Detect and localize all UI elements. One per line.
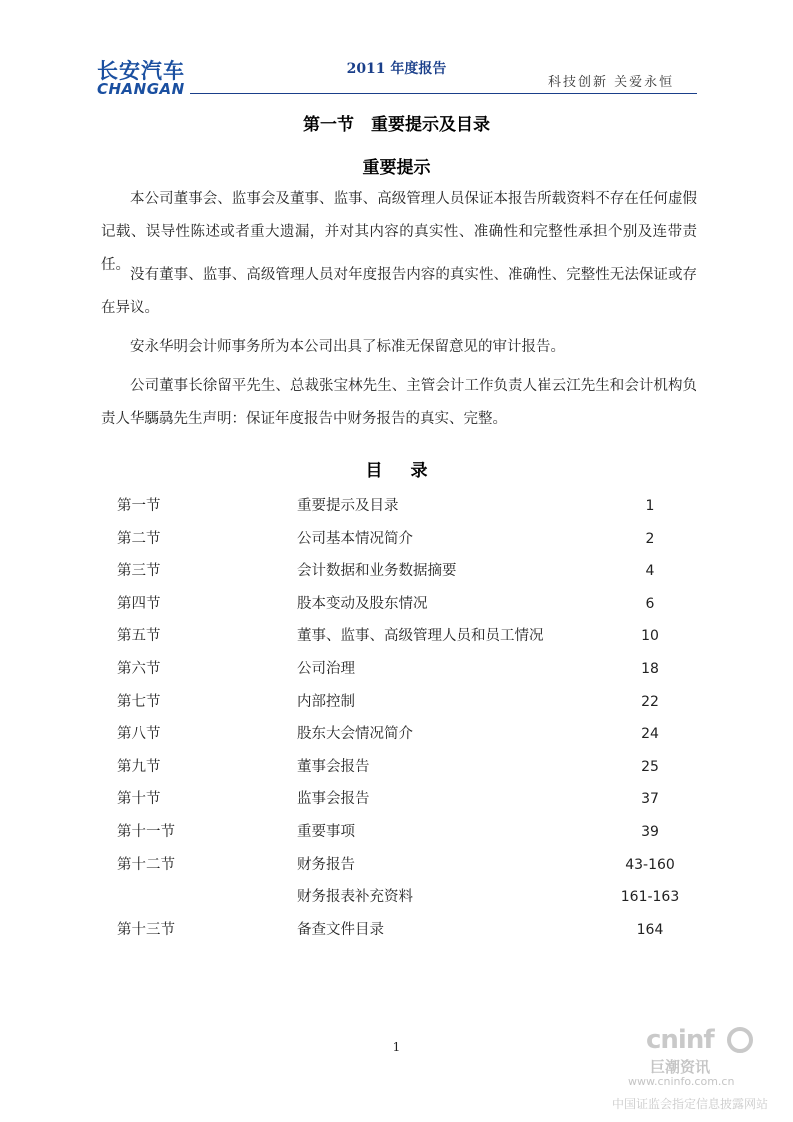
paragraph-text: 公司董事长徐留平先生、总裁张宝林先生、主管会计工作负责人崔云江先生和会计机构负责人华騳骉先生声明：保证年度报告中财务报告的真实、完整。 — [101, 378, 697, 427]
toc-name: 重要事项 — [297, 824, 355, 840]
toc-row[interactable] — [0, 490, 793, 522]
toc-page: 37 — [641, 791, 659, 808]
toc-page: 161-163 — [620, 889, 680, 906]
paragraph-text: 没有董事、监事、高级管理人员对年度报告内容的真实性、准确性、完整性无法保证或存在异议。 — [101, 267, 697, 316]
toc-section: 第二节 — [117, 530, 161, 547]
toc-section: 第十节 — [117, 791, 161, 808]
toc-name: 财务报表补充资料 — [297, 889, 413, 906]
company-logo-cn: 长安汽车 — [97, 59, 185, 83]
company-slogan: 科技创新 关爱永恒 — [548, 75, 675, 90]
toc-page: 2 — [645, 530, 655, 547]
toc-section: 第十一节 — [117, 824, 175, 840]
paragraph-text: 本公司董事会、监事会及董事、监事、高级管理人员保证本报告所载资料不存在任何虚假记载、误导性陈述或者重大遗漏，并对其内容的真实性、准确性和完整性承担个别及连带责任。 — [101, 191, 697, 273]
cninfo-swirl-icon — [727, 1027, 753, 1053]
cninfo-watermark-url: www.cninfo.com.cn — [628, 1075, 735, 1088]
toc-section: 第四节 — [117, 595, 161, 612]
toc-page: 1 — [645, 498, 655, 514]
page-number: 1 — [392, 1040, 401, 1054]
toc-row[interactable] — [0, 686, 793, 718]
toc-name: 备查文件目录 — [297, 921, 384, 938]
cninfo-watermark-name: 巨潮资讯 — [650, 1058, 711, 1076]
toc-name: 董事会报告 — [297, 758, 370, 775]
toc-name: 内部控制 — [297, 693, 355, 710]
notice-paragraph — [101, 259, 697, 325]
toc-section: 第十三节 — [117, 921, 175, 938]
toc-page: 18 — [641, 661, 659, 677]
paragraph-text: 安永华明会计师事务所为本公司出具了标准无保留意见的审计报告。 — [130, 339, 565, 355]
toc-name: 重要提示及目录 — [297, 498, 399, 514]
toc-row[interactable] — [0, 751, 793, 783]
toc-name: 公司治理 — [297, 661, 355, 677]
toc-name: 会计数据和业务数据摘要 — [297, 563, 457, 580]
toc-section: 第七节 — [117, 693, 161, 710]
notice-paragraph — [101, 370, 697, 436]
toc-section: 第十二节 — [117, 856, 175, 873]
toc-title: 目录 — [365, 461, 456, 481]
toc-section: 第五节 — [117, 628, 161, 645]
notice-title: 重要提示 — [362, 158, 431, 178]
toc-section: 第九节 — [117, 758, 161, 775]
toc-section: 第六节 — [117, 661, 161, 677]
toc-row[interactable] — [0, 523, 793, 555]
company-logo-en: CHANGAN — [97, 80, 185, 98]
toc-row[interactable] — [0, 718, 793, 750]
toc-page: 24 — [641, 726, 659, 743]
toc-row[interactable] — [0, 588, 793, 620]
header-divider — [190, 93, 697, 94]
toc-name: 股东大会情况简介 — [297, 726, 413, 743]
toc-row[interactable] — [0, 881, 793, 913]
toc-name: 股本变动及股东情况 — [297, 595, 428, 612]
section-title: 第一节 重要提示及目录 — [303, 115, 490, 135]
toc-row[interactable] — [0, 555, 793, 587]
toc-name: 公司基本情况简介 — [297, 530, 413, 547]
toc-row[interactable] — [0, 914, 793, 946]
cninfo-watermark-logo: cninf — [646, 1025, 714, 1055]
toc-page: 6 — [645, 595, 655, 612]
toc-section: 第八节 — [117, 726, 161, 743]
toc-section: 第一节 — [117, 498, 161, 514]
toc-page: 164 — [636, 921, 664, 938]
toc-row[interactable] — [0, 849, 793, 881]
toc-name: 董事、监事、高级管理人员和员工情况 — [297, 628, 544, 645]
notice-paragraph — [101, 331, 697, 364]
toc-row[interactable] — [0, 620, 793, 652]
toc-page: 10 — [641, 628, 659, 645]
toc-row[interactable] — [0, 783, 793, 815]
toc-page: 39 — [641, 824, 659, 840]
toc-name: 监事会报告 — [297, 791, 370, 808]
toc-page: 4 — [645, 563, 655, 580]
toc-name: 财务报告 — [297, 856, 355, 873]
cninfo-watermark-note: 中国证监会指定信息披露网站 — [612, 1097, 769, 1111]
toc-section: 第三节 — [117, 563, 161, 580]
toc-page: 43-160 — [625, 856, 675, 873]
toc-page: 22 — [641, 693, 659, 710]
toc-row[interactable] — [0, 816, 793, 848]
report-title: 2011 年度报告 — [346, 61, 447, 77]
toc-page: 25 — [641, 758, 659, 775]
toc-row[interactable] — [0, 653, 793, 685]
